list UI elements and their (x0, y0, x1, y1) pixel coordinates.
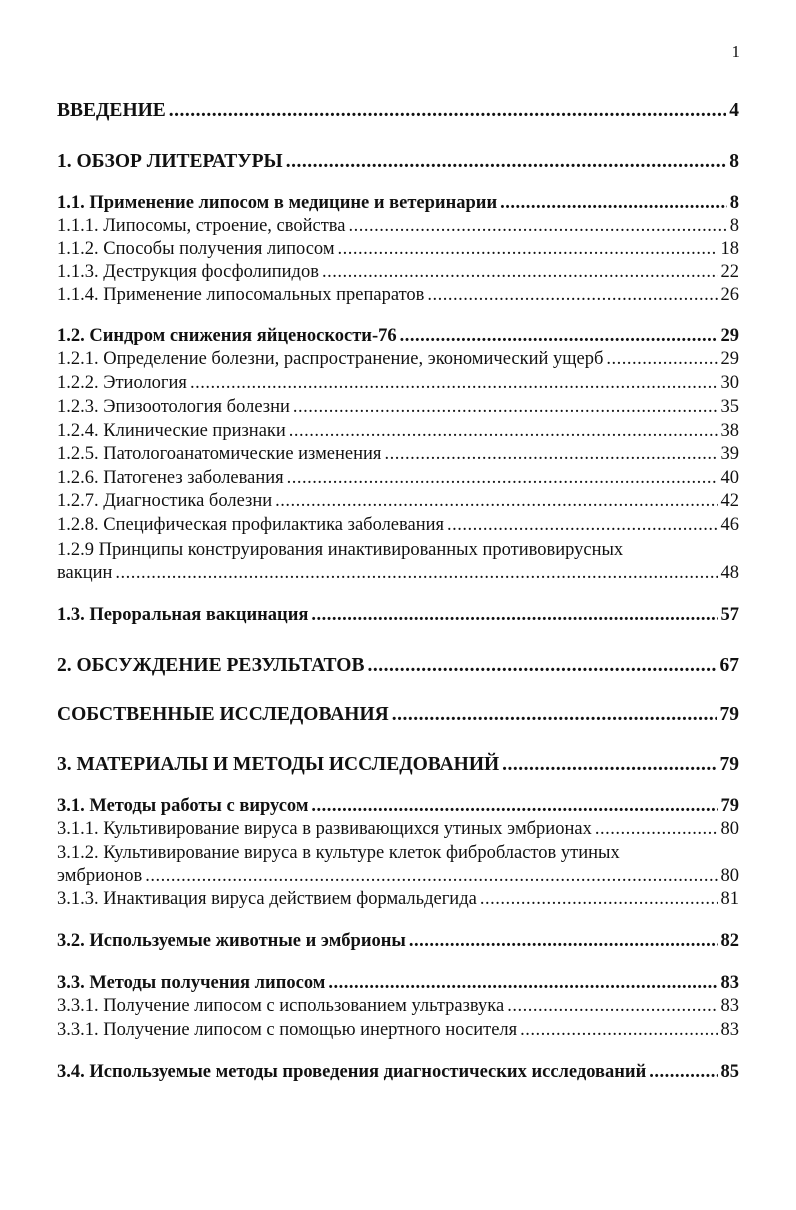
toc-entry[interactable] (57, 467, 739, 490)
toc-entry[interactable] (57, 930, 739, 953)
toc-entry[interactable] (57, 215, 739, 238)
toc-entry-title: вакцин (57, 563, 113, 583)
dot-leader (338, 238, 718, 261)
dot-leader (349, 215, 727, 238)
toc-entry[interactable] (57, 562, 739, 585)
dot-leader (311, 795, 717, 818)
dot-leader (520, 1019, 717, 1042)
toc-entry-title: 1.1.2. Способы получения липосом (57, 239, 335, 259)
toc-entry[interactable] (57, 865, 739, 888)
toc-entry[interactable] (57, 490, 739, 513)
dot-leader (606, 348, 717, 371)
toc-entry-title-line1: 3.1.2. Культивирование вируса в культуре клеток фибробластов утиных (57, 843, 620, 863)
dot-leader (293, 396, 718, 419)
dot-leader (502, 753, 716, 776)
toc-entry[interactable] (57, 604, 739, 627)
dot-leader (392, 703, 717, 726)
toc-entry-title: 3.1.1. Культивирование вируса в развивающихся утиных эмбрионах (57, 819, 592, 839)
toc-entry-title: 1.2. Синдром снижения яйценоскости-76 (57, 326, 397, 346)
toc-entry[interactable] (57, 654, 739, 677)
toc-entry[interactable] (57, 1061, 739, 1084)
toc-entry-title: 1.2.4. Клинические признаки (57, 421, 286, 441)
dot-leader (289, 420, 718, 443)
toc-entry[interactable] (57, 420, 739, 443)
toc-entry-page: 8 (729, 216, 739, 236)
toc-entry-title: 3.3.1. Получение липосом с помощью инертного носителя (57, 1020, 518, 1040)
toc-entry-title: 3.2. Используемые животные и эмбрионы (57, 931, 406, 951)
toc-entry-title: 1.2.1. Определение болезни, распространение, экономический ущерб (57, 349, 604, 369)
dot-leader (649, 1061, 717, 1084)
toc-entry-page: 48 (720, 563, 739, 583)
dot-leader (115, 562, 717, 585)
toc-entry-title: 3.3.1. Получение липосом с использованием ультразвука (57, 996, 505, 1016)
toc-entry-page: 22 (720, 262, 739, 282)
toc-entry-page: 57 (720, 605, 739, 625)
toc-entry[interactable] (57, 261, 739, 284)
toc-entry[interactable] (57, 372, 739, 395)
toc-entry[interactable] (57, 192, 739, 215)
dot-leader (595, 818, 718, 841)
toc-entry[interactable] (57, 396, 739, 419)
toc-entry-title: 1.1.1. Липосомы, строение, свойства (57, 216, 346, 236)
toc-entry-page: 79 (719, 704, 739, 725)
toc-entry-title: 1.2.8. Специфическая профилактика заболевания (57, 515, 445, 535)
dot-leader (384, 443, 717, 466)
dot-leader (400, 325, 718, 348)
toc-entry[interactable] (57, 325, 739, 348)
toc-entry[interactable] (57, 888, 739, 911)
toc-entry[interactable] (57, 972, 739, 995)
toc-entry-title: 1.2.5. Патологоанатомические изменения (57, 444, 382, 464)
toc-entry-page: 38 (720, 421, 739, 441)
toc-entry-title: СОБСТВЕННЫЕ ИССЛЕДОВАНИЯ (57, 704, 389, 725)
dot-leader (328, 972, 717, 995)
dot-leader (427, 284, 717, 307)
toc-entry-title: эмбрионов (57, 866, 143, 886)
dot-leader (447, 514, 717, 537)
toc-entry[interactable] (57, 514, 739, 537)
toc-entry-page: 85 (720, 1062, 739, 1082)
page-number: 1 (731, 42, 740, 61)
dot-leader (322, 261, 718, 284)
dot-leader (286, 150, 727, 173)
toc-entry-title: 3.3. Методы получения липосом (57, 973, 326, 993)
toc-entry-page: 8 (729, 193, 739, 213)
toc-entry-title-line1: 1.2.9 Принципы конструирования инактивированных противовирусных (57, 540, 624, 560)
toc-entry-page: 83 (720, 996, 739, 1016)
toc-entry-page: 83 (720, 1020, 739, 1040)
dot-leader (145, 865, 717, 888)
dot-leader (367, 654, 716, 677)
toc-entry-page: 46 (720, 515, 739, 535)
toc-entry-page: 35 (720, 397, 739, 417)
toc-entry[interactable] (57, 1019, 739, 1042)
toc-entry-page: 81 (720, 889, 739, 909)
toc-entry[interactable] (57, 284, 739, 307)
toc-entry[interactable] (57, 995, 739, 1018)
dot-leader (500, 192, 727, 215)
toc-entry-page: 42 (720, 491, 739, 511)
toc-entry[interactable] (57, 443, 739, 466)
dot-leader (190, 372, 718, 395)
toc-entry[interactable] (57, 150, 739, 173)
toc-entry-title: 1.2.6. Патогенез заболевания (57, 468, 284, 488)
toc-entry-page: 29 (720, 349, 739, 369)
toc-entry-page: 18 (720, 239, 739, 259)
toc-entry-title: 1.2.3. Эпизоотология болезни (57, 397, 290, 417)
toc-entry[interactable] (57, 348, 739, 371)
toc-entry-page: 83 (720, 973, 739, 993)
toc-entry-page: 4 (729, 100, 739, 121)
dot-leader (311, 604, 717, 627)
dot-leader (169, 99, 726, 122)
toc-entry-title: 1.2.2. Этиология (57, 373, 187, 393)
toc-entry-title: 2. ОБСУЖДЕНИЕ РЕЗУЛЬТАТОВ (57, 655, 365, 676)
toc-entry-page: 80 (720, 819, 739, 839)
toc-entry-title: 1.1. Применение липосом в медицине и ветеринарии (57, 193, 498, 213)
toc-entry-page: 82 (720, 931, 739, 951)
toc-entry-title: 1.1.4. Применение липосомальных препаратов (57, 285, 425, 305)
dot-leader (275, 490, 717, 513)
dot-leader (409, 930, 718, 953)
toc-entry[interactable] (57, 795, 739, 818)
toc-entry-title: 3.1. Методы работы с вирусом (57, 796, 309, 816)
toc-entry-page: 8 (729, 151, 739, 172)
toc-entry-page: 26 (720, 285, 739, 305)
toc-entry[interactable] (57, 238, 739, 261)
toc-entry-page: 30 (720, 373, 739, 393)
toc-entry-page: 40 (720, 468, 739, 488)
toc-entry-page: 79 (719, 754, 739, 775)
toc-entry[interactable] (57, 99, 739, 122)
toc-entry-title: 1.2.7. Диагностика болезни (57, 491, 273, 511)
toc-entry-title: 3.1.3. Инактивация вируса действием формальдегида (57, 889, 477, 909)
dot-leader (480, 888, 718, 911)
toc-entry-title: 3.4. Используемые методы проведения диагностических исследований (57, 1062, 647, 1082)
toc-entry-title: ВВЕДЕНИЕ (57, 100, 166, 121)
dot-leader (287, 467, 718, 490)
toc-entry-title: 3. МАТЕРИАЛЫ И МЕТОДЫ ИССЛЕДОВАНИЙ (57, 754, 500, 775)
toc-entry-page: 29 (720, 326, 739, 346)
toc-entry[interactable] (57, 753, 739, 776)
toc-entry-page: 39 (720, 444, 739, 464)
toc-entry[interactable] (57, 818, 739, 841)
dot-leader (507, 995, 717, 1018)
toc-entry-page: 80 (720, 866, 739, 886)
toc-entry-title: 1. ОБЗОР ЛИТЕРАТУРЫ (57, 151, 283, 172)
toc-entry[interactable] (57, 703, 739, 726)
toc-entry-page: 79 (720, 796, 739, 816)
toc-entry-title: 1.1.3. Деструкция фосфолипидов (57, 262, 319, 282)
toc-entry-page: 67 (719, 655, 739, 676)
toc-entry-title: 1.3. Пероральная вакцинация (57, 605, 309, 625)
